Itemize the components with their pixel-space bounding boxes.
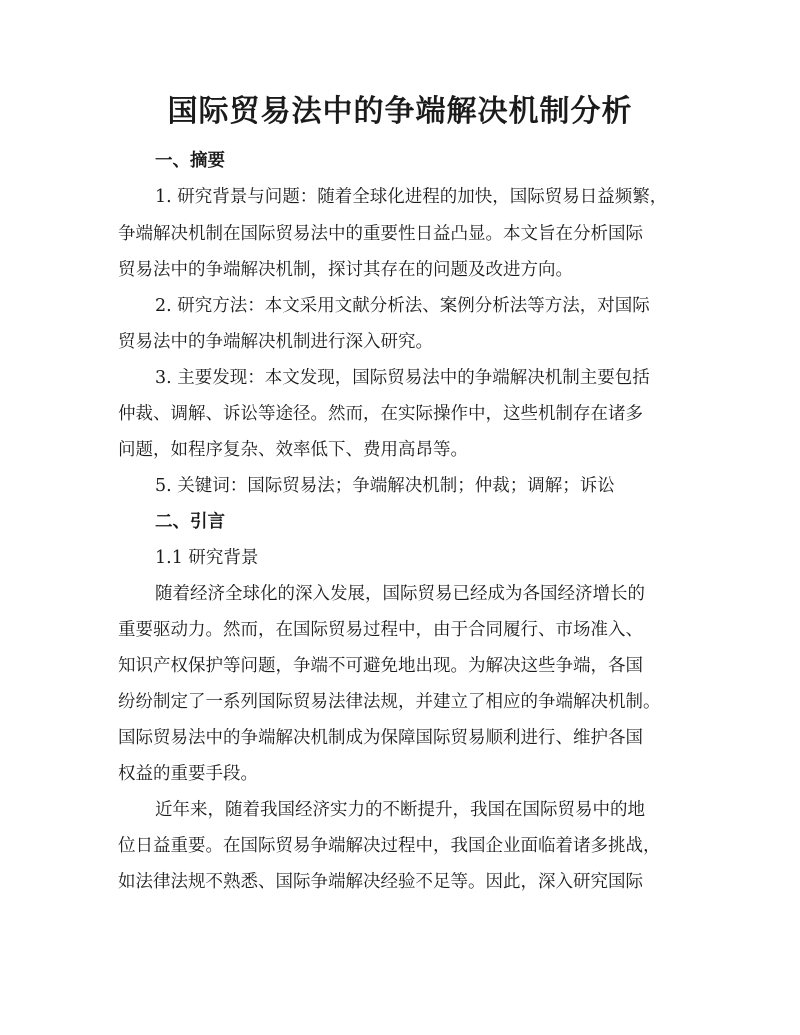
section-heading-introduction: 二、引言 (155, 512, 225, 532)
paragraph-line: 问题，如程序复杂、效率低下、费用高昂等。 (118, 440, 468, 460)
subsection-heading: 1.1 研究背景 (155, 548, 259, 568)
paragraph-line: 国际贸易法中的争端解决机制成为保障国际贸易顺利进行、维护各国 (118, 728, 643, 748)
document-title: 国际贸易法中的争端解决机制分析 (167, 94, 633, 129)
paragraph-line: 贸易法中的争端解决机制进行深入研究。 (118, 332, 433, 352)
paragraph-line: 位日益重要。在国际贸易争端解决过程中，我国企业面临着诸多挑战， (118, 836, 661, 856)
paragraph-line: 纷纷制定了一系列国际贸易法律法规，并建立了相应的争端解决机制。 (118, 692, 661, 712)
paragraph-line: 权益的重要手段。 (118, 764, 258, 784)
paragraph-line: 1. 研究背景与问题：随着全球化进程的加快，国际贸易日益频繁， (155, 187, 668, 207)
paragraph-line: 2. 研究方法：本文采用文献分析法、案例分析法等方法，对国际 (155, 296, 650, 316)
paragraph-line: 如法律法规不熟悉、国际争端解决经验不足等。因此，深入研究国际 (118, 872, 643, 892)
paragraph-line: 争端解决机制在国际贸易法中的重要性日益凸显。本文旨在分析国际 (118, 224, 643, 244)
paragraph-line: 仲裁、调解、诉讼等途径。然而，在实际操作中，这些机制存在诸多 (118, 404, 643, 424)
paragraph-line: 3. 主要发现：本文发现，国际贸易法中的争端解决机制主要包括 (155, 368, 650, 388)
section-heading-abstract: 一、摘要 (155, 151, 225, 171)
paragraph-line: 重要驱动力。然而，在国际贸易过程中，由于合同履行、市场准入、 (118, 620, 643, 640)
paragraph-line: 贸易法中的争端解决机制，探讨其存在的问题及改进方向。 (118, 260, 573, 280)
paragraph-line: 知识产权保护等问题，争端不可避免地出现。为解决这些争端，各国 (118, 656, 643, 676)
paragraph-line: 近年来，随着我国经济实力的不断提升，我国在国际贸易中的地 (155, 800, 645, 820)
paragraph-line: 随着经济全球化的深入发展，国际贸易已经成为各国经济增长的 (155, 584, 645, 604)
keywords-line: 5. 关键词：国际贸易法；争端解决机制；仲裁；调解；诉讼 (155, 476, 615, 496)
